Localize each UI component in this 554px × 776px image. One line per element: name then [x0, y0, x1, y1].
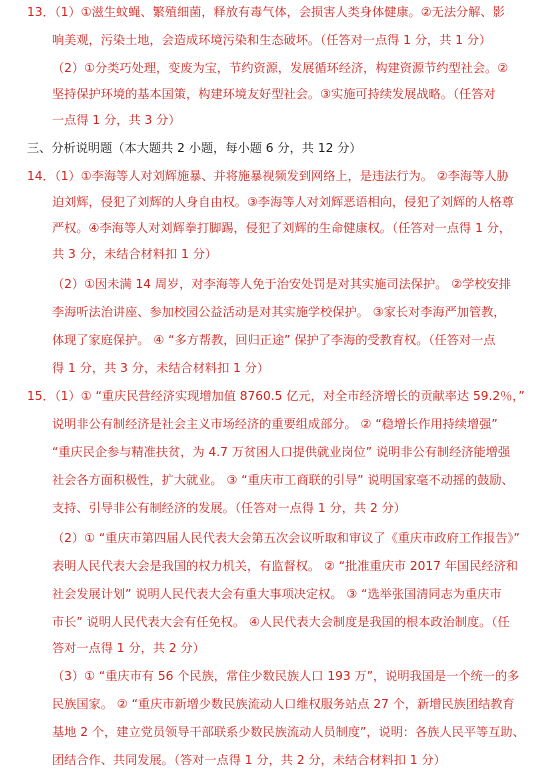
q15-1-line1: 15．（1）① “重庆民营经济实现增加值 8760.5 亿元，对全市经济增长的贡献率达 59.2％，”	[27, 389, 525, 403]
q15-1-line2: 说明非公有制经济是社会主义市场经济的重要组成部分。 ② “稳增长作用持续增强”	[52, 417, 498, 431]
q14-2-line4: 得 1 分，共 3 分，未结合材料扣 1 分）	[52, 361, 270, 375]
q15-3-line1: （3）① “重庆市有 56 个民族，常住少数民族人口 193 万”，说明我国是一个统一的多	[52, 669, 520, 683]
q15-2-line2: 表明人民代表大会是我国的权力机关，有监督权。 ② “批准重庆市 2017 年国民经济和	[52, 559, 518, 573]
q13-1-line1: 13．（1）①滋生蚊蝇、繁殖细菌，释放有毒气体，会损害人类身体健康。②无法分解、影	[27, 5, 505, 19]
q15-1-line3: “重庆民企参与精准扶贫，为 4.7 万贫困人口提供就业岗位” 说明非公有制经济能增强	[52, 445, 511, 459]
q15-2-line5: 答对一点得 1 分，共 2 分）	[52, 641, 205, 655]
q15-1-line4: 社会各方面积极性，扩大就业。 ③ “重庆市工商联的引导” 说明国家毫不动摇的鼓励、	[52, 473, 514, 487]
q14-2-line2: 李海听法治讲座、参加校园公益活动是对其实施学校保护。 ③家长对李海严加管教，	[52, 305, 506, 319]
q14-1-line3: 严权。④李海等人对刘辉拳打脚踢，侵犯了刘辉的生命健康权。（任答对一点得 1 分，	[52, 221, 512, 235]
q13-2-line1: （2）①分类巧处理，变废为宝，节约资源，发展循环经济，构建资源节约型社会。②	[52, 61, 509, 75]
q14-1-line4: 共 3 分，未结合材料扣 1 分）	[52, 247, 218, 261]
q13-2-line3: 一点得 1 分，共 3 分）	[52, 113, 181, 127]
q15-3-line3: 基地 2 个，建立党员领导干部联系少数民族流动人员制度”，说明：各族人民平等互助、	[52, 725, 525, 739]
q13-2-line2: 坚持保护环境的基本国策，构建环境友好型社会。③实施可持续发展战略。（任答对	[52, 87, 496, 101]
q15-3-line2: 民族国家。 ② “重庆市新增少数民族流动人口维权服务站点 27 个，新增民族团结教育	[52, 697, 515, 711]
q14-2-line3: 体现了家庭保护。 ④ “多方帮教，回归正途” 保护了李海的受教育权。（任答对一点	[52, 333, 496, 347]
section-heading: 三、分析说明题（本大题共 2 小题，每小题 6 分，共 12 分）	[27, 141, 362, 155]
q15-3-line4: 团结合作、共同发展。（答对一点得 1 分，共 2 分，未结合材料扣 1 分）	[52, 753, 446, 767]
q15-2-line3: 社会发展计划” 说明人民代表大会有重大事项决定权。 ③ “选举张国清同志为重庆市	[52, 587, 502, 601]
q14-1-line1: 14．（1）①李海等人对刘辉施暴、并将施暴视频发到网络上，是违法行为。 ②李海等人胁	[27, 169, 509, 183]
q13-1-line2: 响美观，污染土地，会造成环境污染和生态破坏。（任答对一点得 1 分，共 1 分）	[52, 33, 492, 47]
q15-2-line1: （2）① “重庆市第四届人民代表大会第五次会议听取和审议了《重庆市政府工作报告》”	[52, 531, 520, 545]
q15-2-line4: 市长” 说明人民代表大会有任免权。 ④人民代表大会制度是我国的根本政治制度。（任	[52, 615, 510, 629]
q15-1-line5: 支持、引导非公有制经济的发展。（任答对一点得 1 分，共 2 分）	[52, 501, 406, 515]
q14-1-line2: 迫刘辉，侵犯了刘辉的人身自由权。③李海等人对刘辉恶语相向，侵犯了刘辉的人格尊	[52, 195, 514, 209]
q14-2-line1: （2）①因未满 14 周岁，对李海等人免于治安处罚是对其实施司法保护。 ②学校安排	[52, 277, 511, 291]
